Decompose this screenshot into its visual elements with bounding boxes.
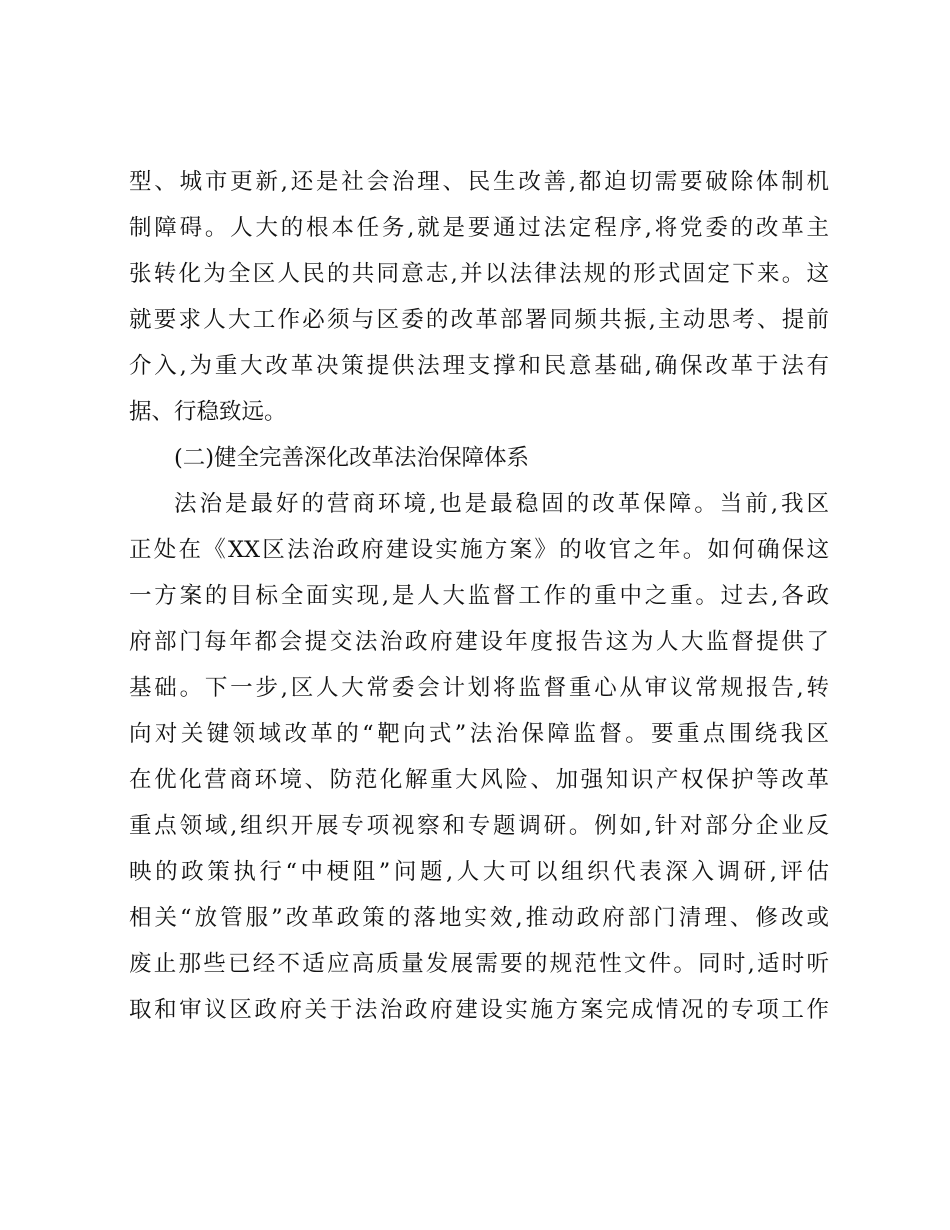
paragraph-line: 重点领域,组织开展专项视察和专题调研。例如,针对部分企业反 bbox=[129, 813, 829, 839]
paragraph-line: 张转化为全区人民的共同意志,并以法律法规的形式固定下来。这 bbox=[129, 261, 829, 287]
paragraph-line: 向对关键领域改革的“靶向式”法治保障监督。要重点围绕我区 bbox=[129, 721, 829, 747]
paragraph-line: 在优化营商环境、防范化解重大风险、加强知识产权保护等改革 bbox=[129, 767, 829, 793]
paragraph-line: 废止那些已经不适应高质量发展需要的规范性文件。同时,适时听 bbox=[129, 951, 829, 977]
paragraph-line: 取和审议区政府关于法治政府建设实施方案完成情况的专项工作 bbox=[129, 997, 829, 1023]
paragraph-line: 制障碍。人大的根本任务,就是要通过法定程序,将党委的改革主 bbox=[129, 215, 829, 241]
paragraph-line: 相关“放管服”改革政策的落地实效,推动政府部门清理、修改或 bbox=[129, 905, 829, 931]
paragraph-line: 基础。下一步,区人大常委会计划将监督重心从审议常规报告,转 bbox=[129, 675, 829, 701]
paragraph-line: 一方案的目标全面实现,是人大监督工作的重中之重。过去,各政 bbox=[129, 583, 829, 609]
paragraph-line: 府部门每年都会提交法治政府建设年度报告这为人大监督提供了 bbox=[129, 629, 829, 655]
paragraph-line: 型、城市更新,还是社会治理、民生改善,都迫切需要破除体制机 bbox=[129, 169, 829, 195]
paragraph-line: 据、行稳致远。 bbox=[129, 399, 287, 425]
paragraph-line: 正处在《XX区法治政府建设实施方案》的收官之年。如何确保这 bbox=[129, 537, 829, 563]
section-heading: (二)健全完善深化改革法治保障体系 bbox=[174, 445, 530, 471]
paragraph-line: 就要求人大工作必须与区委的改革部署同频共振,主动思考、提前 bbox=[129, 307, 829, 333]
paragraph-line: 介入,为重大改革决策提供法理支撑和民意基础,确保改革于法有 bbox=[129, 353, 829, 379]
paragraph-line: 法治是最好的营商环境,也是最稳固的改革保障。当前,我区 bbox=[174, 491, 829, 517]
paragraph-line: 映的政策执行“中梗阻”问题,人大可以组织代表深入调研,评估 bbox=[129, 859, 829, 885]
